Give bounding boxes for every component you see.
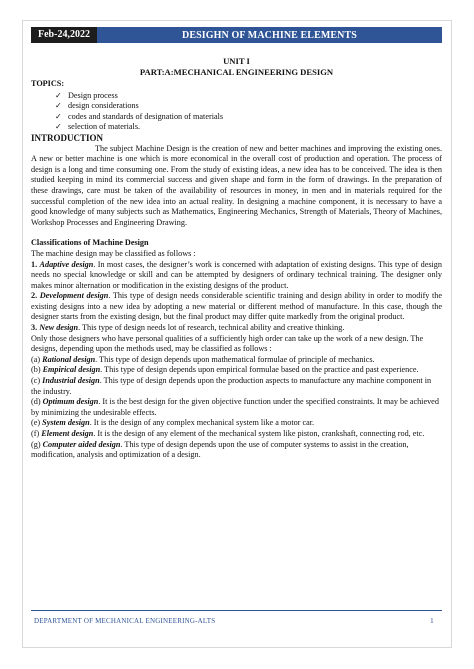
topic-item: ✓ selection of materials. xyxy=(55,122,141,132)
page-number: 1 xyxy=(430,616,434,625)
checkmark-icon: ✓ xyxy=(55,122,62,132)
page-header xyxy=(31,27,442,43)
method-item: (f) Element design. It is the design of any element of the mechanical system like piston, crankshaft, connecting rod, etc. xyxy=(31,429,425,438)
footer-divider xyxy=(31,610,442,611)
computer-aided-design-term: Computer aided design xyxy=(42,439,121,449)
introduction-paragraph: The subject Machine Design is the creation of new and better machines and improving the existing ones. A new or better machine is one which is more economical in the overall cost of production and operation. The process of design is a long and time consuming one. From the study of existing ideas, a new idea has to be conceived. The idea is then studied keeping in mind its commercial success and given shape and form in the form of drawings. In the preparation of these drawings, care must be taken of the availability of resources in money, in men and in materials required for the successful completion of the new idea into an actual reality. In designing a machine component, it is necessary to have a good knowledge of many subjects such as Mathematics, Engineering Mechanics, Strength of Materials, Theory of Machines, Workshop Processes and Engineering Drawing. xyxy=(31,143,442,227)
new-design-continuation: Only those designers who have personal qualities of a sufficiently high order can take up the work of a new design. The designs, depending upon the methods used, may be classified as follows : xyxy=(31,333,424,354)
industrial-design-term: Industrial design xyxy=(42,376,100,386)
topic-item: ✓ codes and standards of designation of materials xyxy=(55,111,224,121)
method-item: (e) System design. It is the design of any complex mechanical system like a motor car. xyxy=(31,418,315,428)
header-date: Feb-24,2022 xyxy=(31,27,97,43)
new-design-term: New design xyxy=(39,323,79,333)
classifications-intro: The machine design may be classified as follows : xyxy=(31,248,196,258)
development-design-paragraph: 2. Development design. This type of design needs considerable scientific training and design ability in order to modify the existing designs into a new idea by adopting a new material or different method of manufacture. In this case, though the designer starts from the existing design, but the final product may differ quite markedly from the original product. xyxy=(31,291,442,322)
adaptive-design-paragraph: 1. Adaptive design. In most cases, the designer’s work is concerned with adaptation of existing designs. This type of design needs no special knowledge or skill and can be attempted by designers of ordinary technical training. The designer only makes minor alternation or modification in the existing designs of the product. xyxy=(31,259,442,290)
element-design-term: Element design xyxy=(41,429,94,438)
method-item: (d) Optimum design. It is the best design for the given objective function under the specified constraints. It may be achieved by minimizing the undesirable effects. xyxy=(31,397,439,417)
new-design-paragraph: 3. New design. This type of design needs lot of research, technical ability and creative thinking. xyxy=(31,323,345,333)
document-body xyxy=(31,56,442,461)
unit-title: UNIT I xyxy=(223,56,250,66)
header-title: DESIGHN OF MACHINE ELEMENTS xyxy=(182,29,357,41)
topic-item: ✓ design considerations xyxy=(55,101,139,111)
topic-item: ✓ Design process xyxy=(55,90,118,100)
classifications-heading: Classifications of Machine Design xyxy=(31,238,149,248)
method-item: (g) Computer aided design. This type of design depends upon the use of computer systems to assist in the creation, modification, analysis and optimization of a design. xyxy=(31,439,409,460)
checkmark-icon: ✓ xyxy=(55,90,62,100)
empirical-design-term: Empirical design xyxy=(42,365,101,375)
method-item: (c) Industrial design. This type of design depends upon the production aspects to manufacture any machine component in the industry. xyxy=(31,376,432,396)
footer-department: DEPARTMENT OF MECHANICAL ENGINEERING-ALTS xyxy=(34,617,216,625)
adaptive-design-term: Adaptive design xyxy=(39,259,94,269)
system-design-term: System design xyxy=(42,418,90,428)
part-title: PART:A:MECHANICAL ENGINEERING DESIGN xyxy=(139,67,334,77)
topics-heading: TOPICS: xyxy=(31,79,65,88)
method-item: (a) Rational design. This type of design depends upon mathematical formulae of principle of mechanics. xyxy=(31,354,375,364)
rational-design-term: Rational design xyxy=(42,354,96,364)
introduction-heading: INTRODUCTION xyxy=(31,132,104,143)
method-item: (b) Empirical design. This type of design depends upon empirical formulae based on the practice and past experience. xyxy=(31,365,419,375)
checkmark-icon: ✓ xyxy=(55,111,62,121)
topics-list xyxy=(31,91,442,133)
checkmark-icon: ✓ xyxy=(55,101,62,111)
optimum-design-term: Optimum design xyxy=(42,397,99,407)
development-design-term: Development design xyxy=(39,291,109,301)
